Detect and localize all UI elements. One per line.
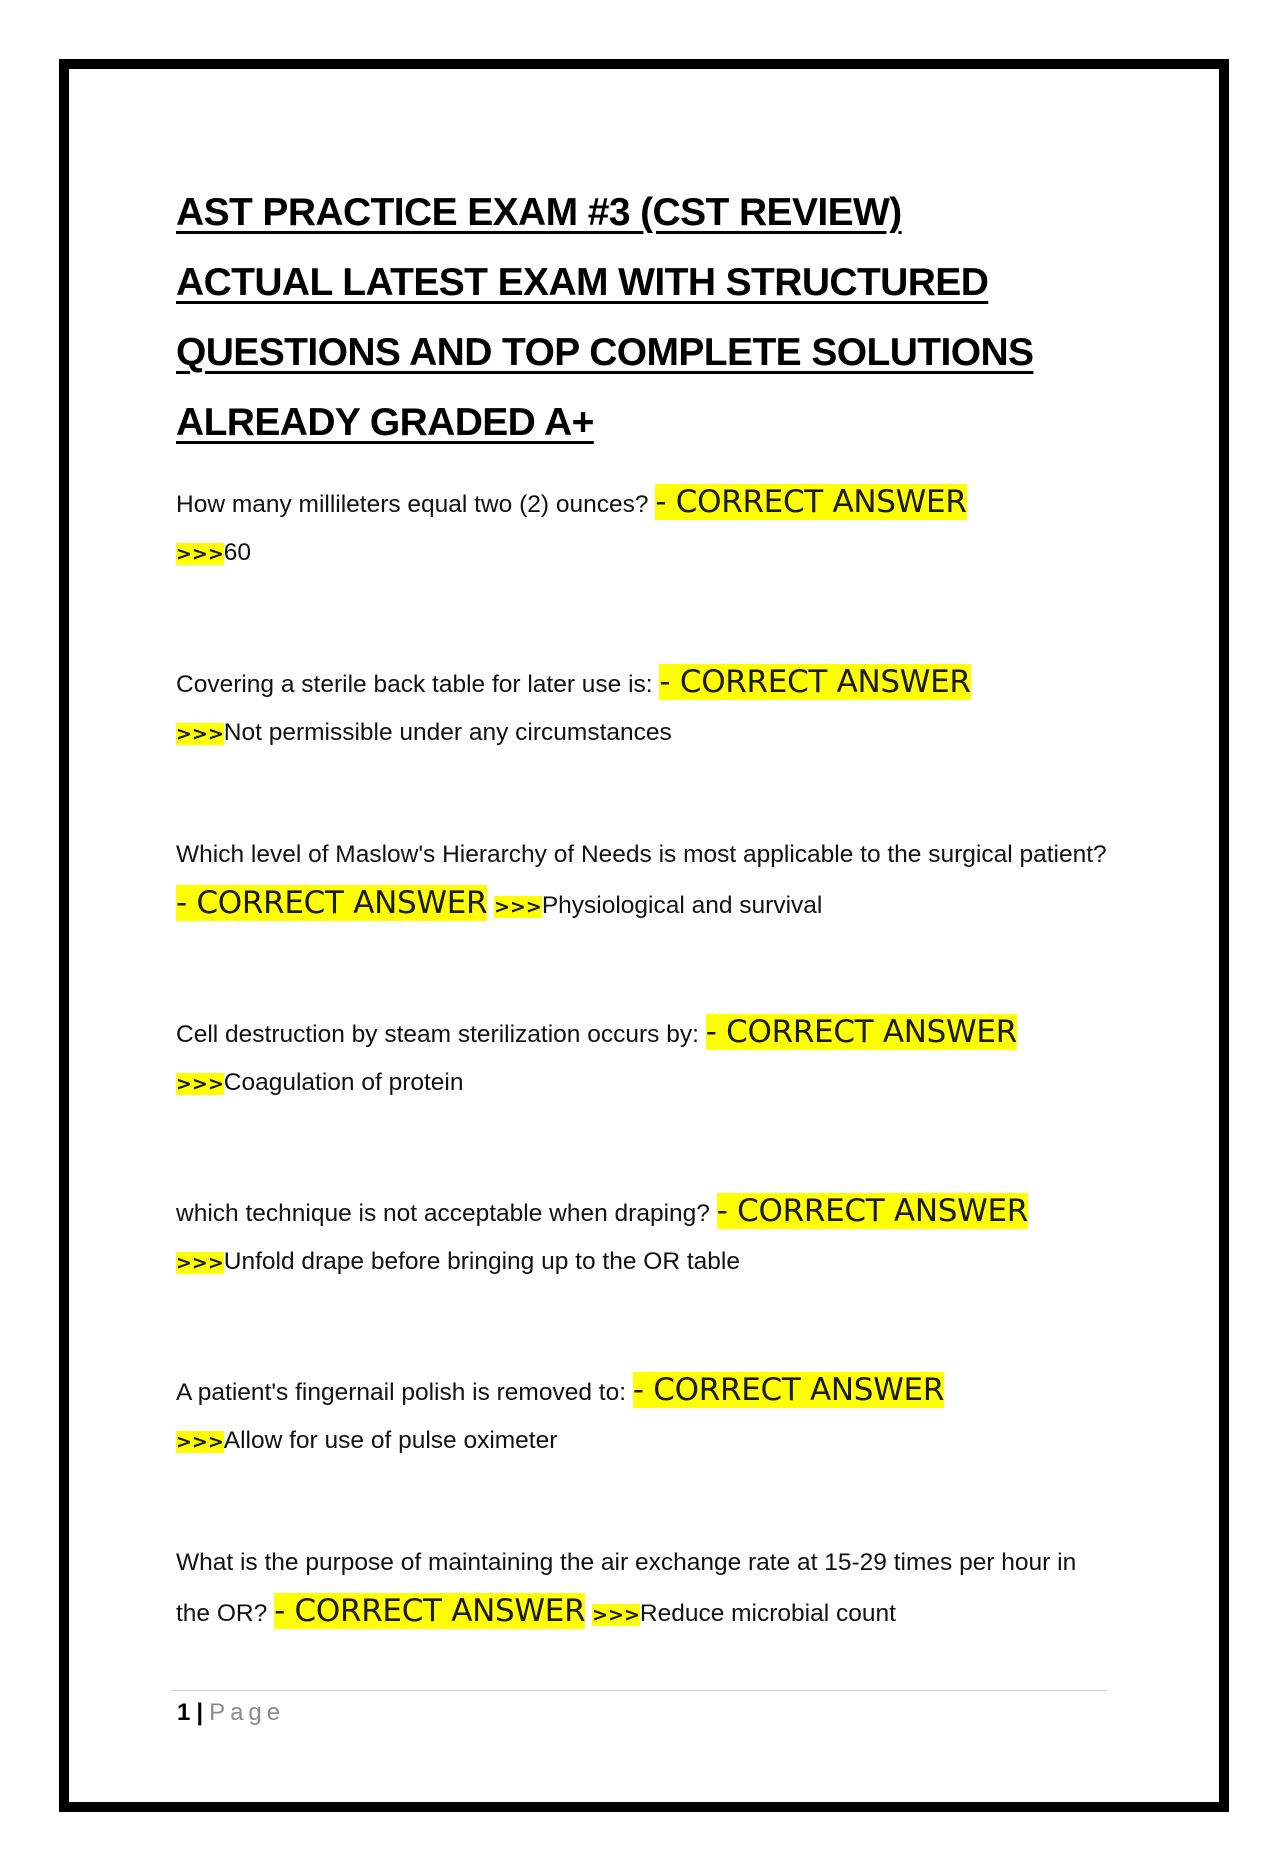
answer-text: Coagulation of protein [223,1069,464,1096]
correct-answer-marker: - CORRECT ANSWER [655,484,967,520]
qa-item [176,1187,1116,1287]
document-title [176,178,1116,458]
answer-arrow: >>> [176,1431,224,1453]
correct-answer-marker: - CORRECT ANSWER [716,1193,1028,1229]
title-line: ALREADY GRADED A+ [176,401,594,444]
answer-text: Unfold drape before bringing up to the OR table [223,1248,740,1275]
title-line: QUESTIONS AND TOP COMPLETE SOLUTIONS [176,331,1034,374]
question-text: Which level of Maslow's Hierarchy of Needs is most applicable to the surgical patient? [176,841,1107,868]
answer-text: Reduce microbial count [639,1600,896,1627]
title-line: ACTUAL LATEST EXAM WITH STRUCTURED [176,261,989,304]
answer-text: Not permissible under any circumstances [223,719,672,746]
correct-answer-marker: - CORRECT ANSWER [632,1372,945,1408]
question-text: Covering a sterile back table for later use is: [176,671,660,698]
answer-arrow: >>> [176,723,224,745]
correct-answer-marker: - CORRECT ANSWER [176,885,488,921]
page-footer [177,1695,285,1731]
qa-item [176,1539,1116,1639]
correct-answer-marker: - CORRECT ANSWER [705,1014,1017,1050]
answer-text: 60 [223,539,252,566]
question-text: Cell destruction by steam sterilization occurs by: [176,1021,706,1048]
qa-item [176,831,1116,931]
question-text: A patient's fingernail polish is removed to: [176,1379,633,1406]
page-number: 1 [177,1699,191,1726]
answer-text: Physiological and survival [541,892,823,919]
answer-arrow: >>> [494,896,542,918]
page-label: Page [209,1699,286,1726]
document-content [176,178,1116,1629]
answer-arrow: >>> [176,543,224,565]
answer-arrow: >>> [176,1073,224,1095]
question-text: which technique is not acceptable when draping? [176,1200,717,1227]
answer-text: Allow for use of pulse oximeter [223,1427,558,1454]
question-text: What is the purpose of maintaining the air exchange rate at 15-29 times per hour in the OR? [176,1549,1077,1627]
question-text: How many millileters equal two (2) ounces? [176,491,656,518]
qa-item [176,1366,1116,1466]
title-line: AST PRACTICE EXAM #3 (CST REVIEW) [176,191,902,234]
qa-item [176,478,1116,578]
qa-item [176,1008,1116,1108]
footer-divider [172,1690,1107,1691]
correct-answer-marker: - CORRECT ANSWER [659,664,971,700]
qa-item [176,658,1116,758]
answer-arrow: >>> [592,1604,640,1626]
correct-answer-marker: - CORRECT ANSWER [274,1593,586,1629]
answer-arrow: >>> [176,1252,224,1274]
footer-separator: | [196,1699,204,1726]
